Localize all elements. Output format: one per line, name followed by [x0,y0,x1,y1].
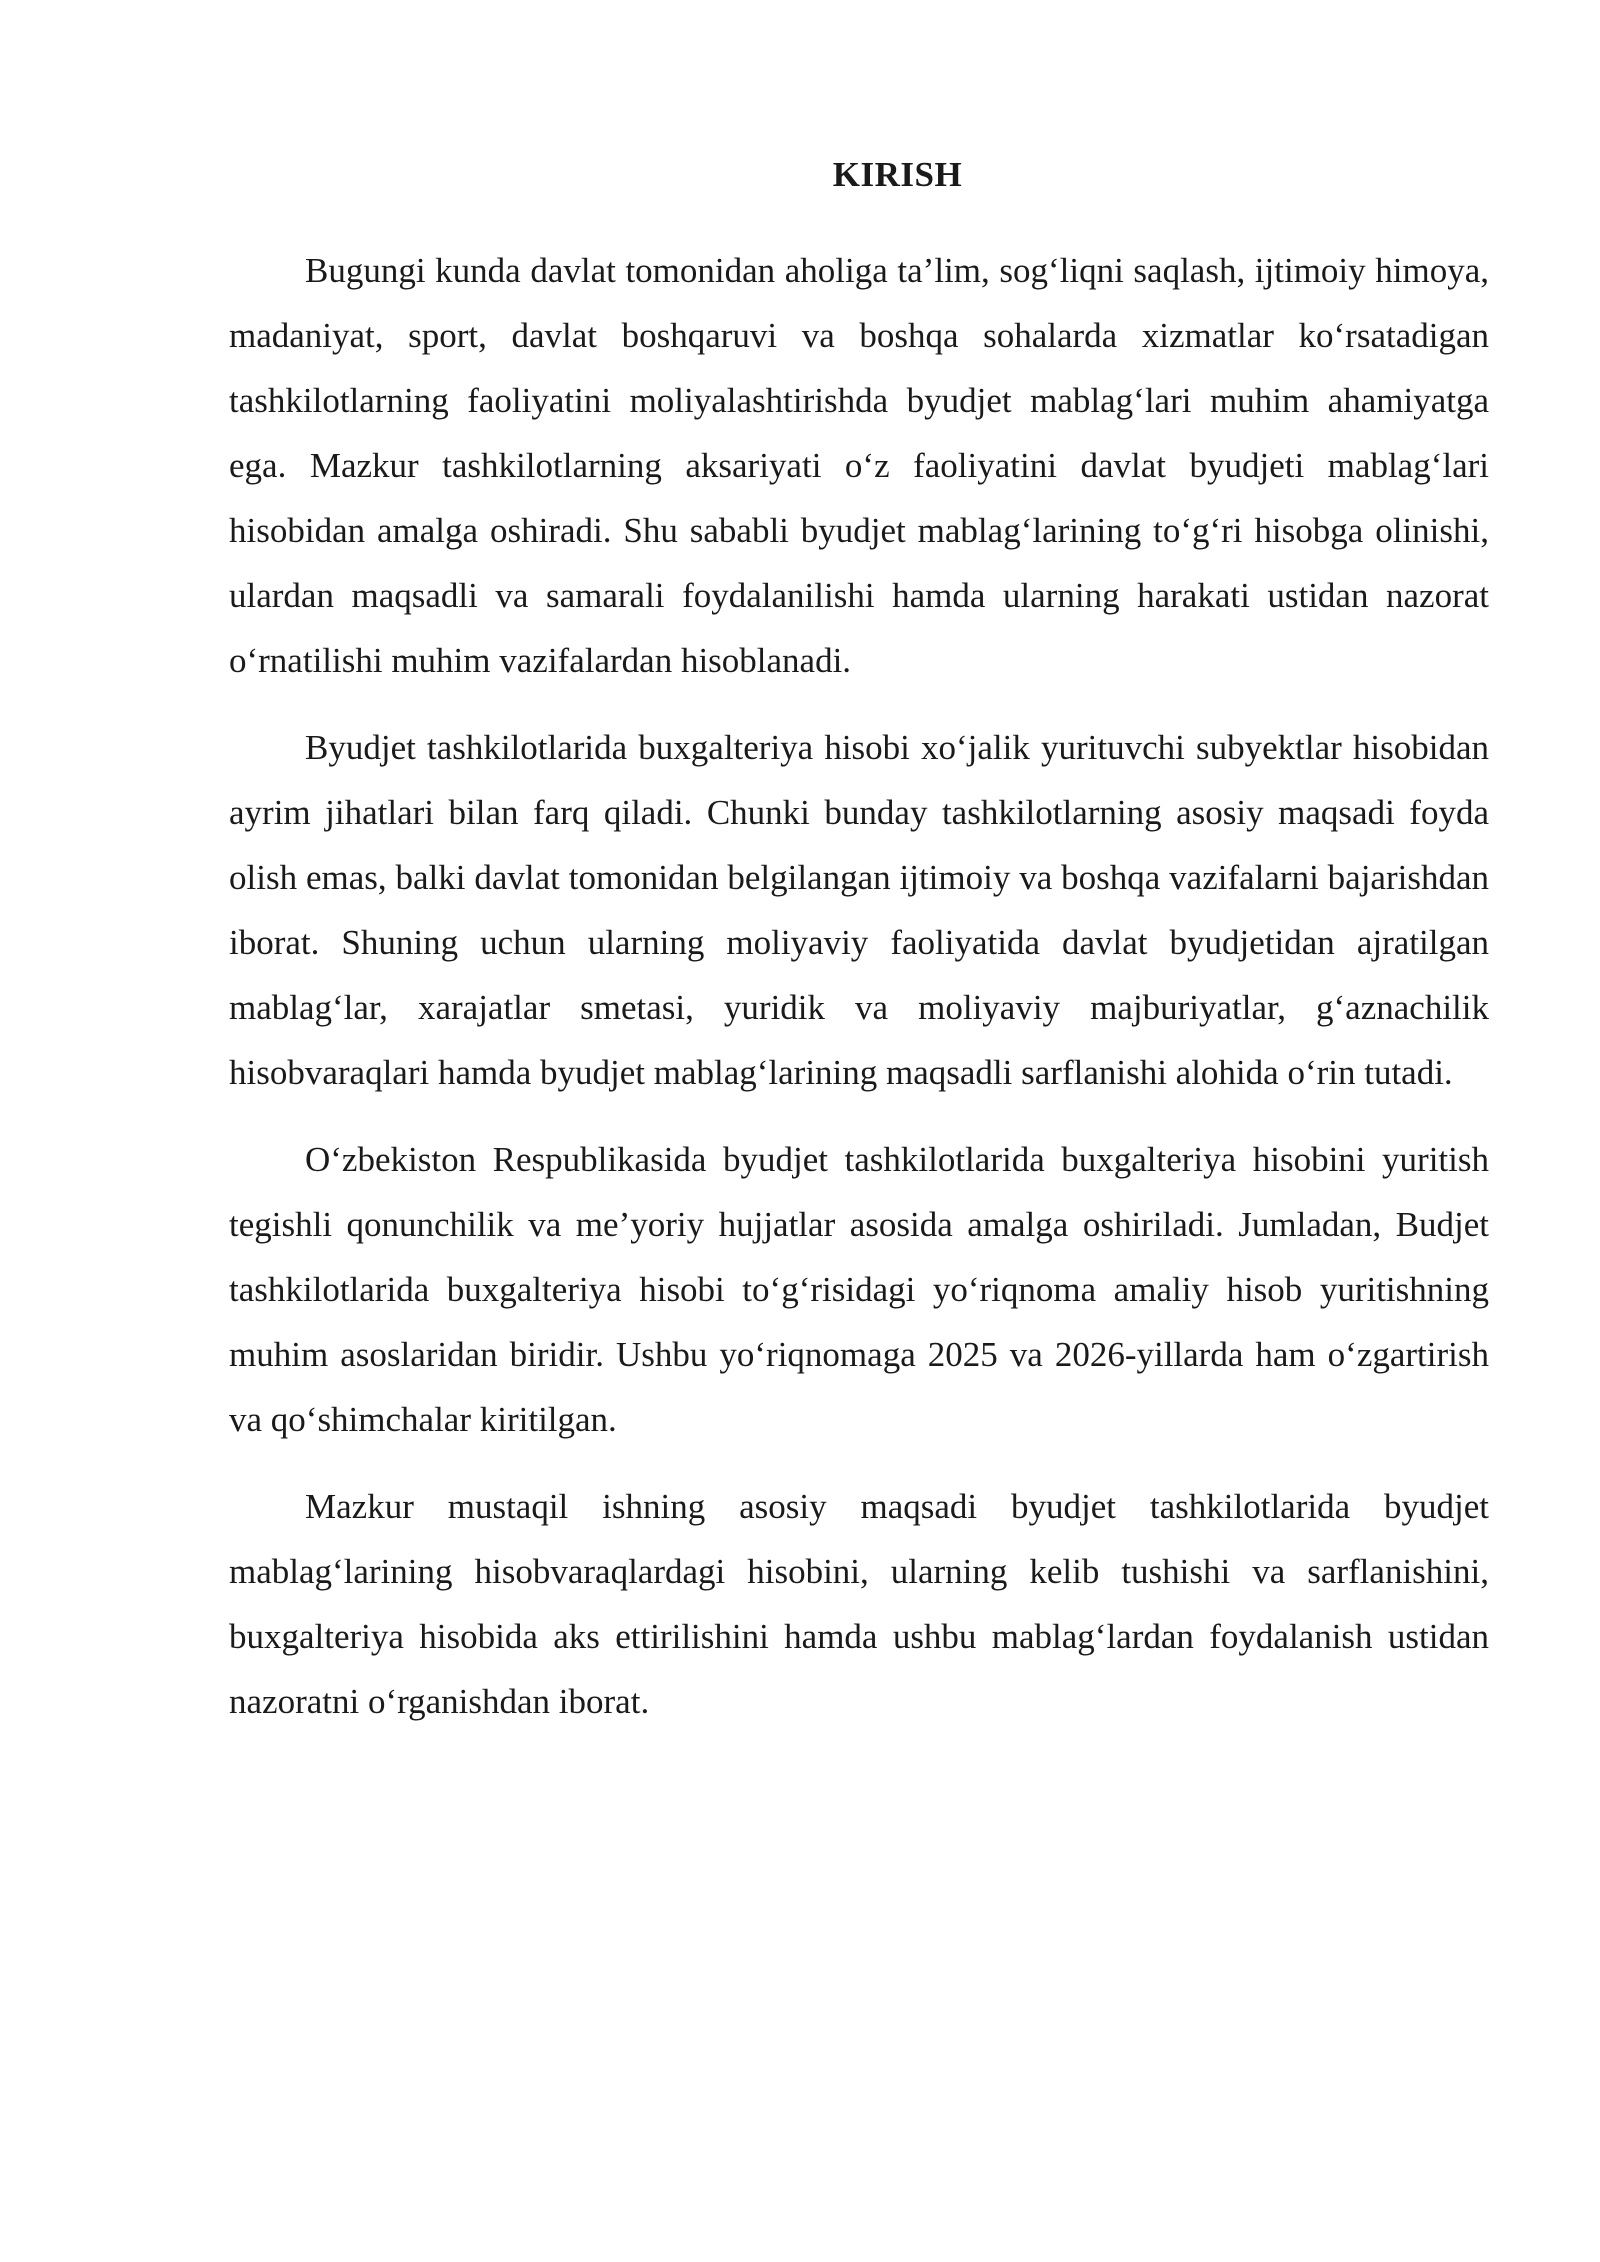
body-text [229,238,1489,1756]
page-title: KIRISH [832,155,963,194]
paragraph-2: Byudjet tashkilotlarida buxgalteriya hisobi xo‘jalik yurituvchi subyektlar hisobidan ayrim jihatlari bilan farq qiladi. Chunki bunday tashkilotlarning asosiy maqsadi foyda olish emas, balki davlat tomonidan belgilangan ijtimoiy va boshqa vazifalarni bajarishdan iborat. Shuning uchun ularning moliyaviy faoliyatida davlat byudjetidan ajratilgan mablag‘lar, xarajatlar smetasi, yuridik va moliyaviy majburiyatlar, g‘aznachilik hisobvaraqlari hamda byudjet mablag‘larining maqsadli sarflanishi alohida o‘rin tutadi. [229,728,1489,1092]
paragraph-1: Bugungi kunda davlat tomonidan aholiga ta’lim, sog‘liqni saqlash, ijtimoiy himoya, madaniyat, sport, davlat boshqaruvi va boshqa sohalarda xizmatlar ko‘rsatadigan tashkilotlarning faoliyatini moliyalashtirishda byudjet mablag‘lari muhim ahamiyatga ega. Mazkur tashkilotlarning aksariyati o‘z faoliyatini davlat byudjeti mablag‘lari hisobidan amalga oshiradi. Shu sababli byudjet mablag‘larining to‘g‘ri hisobga olinishi, ulardan maqsadli va samarali foydalanilishi hamda ularning harakati ustidan nazorat o‘rnatilishi muhim vazifalardan hisoblanadi. [229,251,1489,680]
paragraph-4: Mazkur mustaqil ishning asosiy maqsadi byudjet tashkilotlarida byudjet mablag‘larining hisobvaraqlardagi hisobini, ularning kelib tushishi va sarflanishini, buxgalteriya hisobida aks ettirilishini hamda ushbu mablag‘lardan foydalanish ustidan nazoratni o‘rganishdan iborat. [229,1487,1489,1721]
paragraph-3: O‘zbekiston Respublikasida byudjet tashkilotlarida buxgalteriya hisobini yuritish tegishli qonunchilik va me’yoriy hujjatlar asosida amalga oshiriladi. Jumladan, Budjet tashkilotlarida buxgalteriya hisobi to‘g‘risidagi yo‘riqnoma amaliy hisob yuritishning muhim asoslaridan biridir. Ushbu yo‘riqnomaga 2025 va 2026-yillarda ham o‘zgartirish va qo‘shimchalar kiritilgan. [229,1140,1489,1439]
